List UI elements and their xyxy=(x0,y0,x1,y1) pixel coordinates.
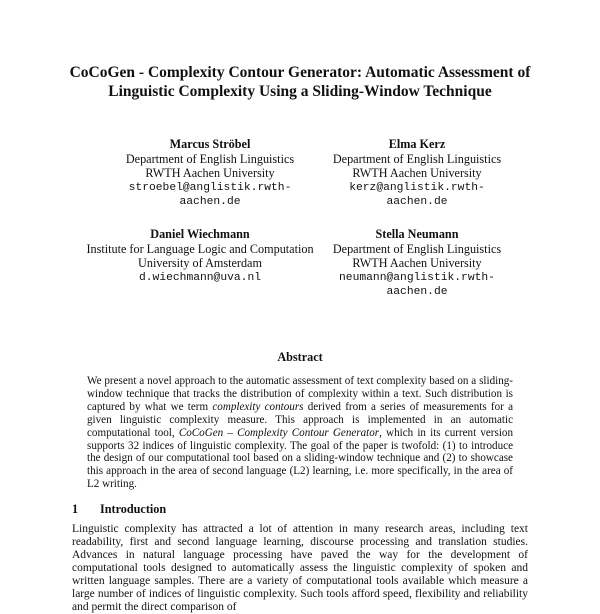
abstract-term-complexity-contours: complexity contours xyxy=(212,400,304,413)
author-email[interactable]: stroebel@anglistik.rwth- xyxy=(128,181,292,194)
title-line-2: Linguistic Complexity Using a Sliding-Window Technique xyxy=(108,83,492,100)
section-number: 1 xyxy=(72,502,79,516)
author-institution: RWTH Aachen University xyxy=(352,256,482,270)
section-title: Introduction xyxy=(100,502,167,516)
author-email[interactable]: kerz@anglistik.rwth- xyxy=(349,181,485,194)
introduction-body: Linguistic complexity has attracted a lot of attention in many research areas, including text readability, first and second language learning, discourse processing and translation studies. Advances in natural language processing have paved the way for the development of computational tools designed to automatically assess the linguistic complexity of spoken and written language samples. There are a variety of computational tools available which measure a large number of indices of linguistic complexity. Such tools afford speed, flexibility and reliability and permit the direct comparison of xyxy=(72,523,528,614)
author-affiliation: Department of English Linguistics xyxy=(332,241,502,256)
author-email[interactable]: neumann@anglistik.rwth- xyxy=(339,271,495,284)
abstract-text-3: , which in its current version supports 32 indices of linguistic complexity. The goal of the paper is twofold: (1) to introduce the design of our computational tool based on a sliding-window technique and (2) to showcase this approach in the area of second language (L2) learning, i.e. more specifically, in the area of L2 writing. xyxy=(87,426,513,491)
abstract-text-2: derived from a series of measurements for a given linguistic complexity measure. This approach is implemented in an automatic computational tool, xyxy=(87,400,513,439)
author-name: Marcus Ströbel xyxy=(169,137,251,151)
paper-title xyxy=(40,63,560,101)
author-institution: University of Amsterdam xyxy=(138,256,262,270)
author-name: Daniel Wiechmann xyxy=(150,227,250,241)
abstract-text-1: We present a novel approach to the automatic assessment of text complexity based on a sliding-window technique that tracks the distribution of complexity within a text. Such distribution is captured by what we term xyxy=(87,375,513,413)
author-email-continued[interactable]: aachen.de xyxy=(386,196,448,208)
abstract-heading: Abstract xyxy=(277,350,323,364)
author-email[interactable]: d.wiechmann@uva.nl xyxy=(138,271,262,284)
author-block-stroebel xyxy=(95,137,325,210)
abstract-body xyxy=(87,375,513,491)
author-name: Elma Kerz xyxy=(388,137,446,151)
author-name: Stella Neumann xyxy=(375,227,459,241)
author-email-continued[interactable]: aachen.de xyxy=(179,196,241,208)
author-affiliation: Institute for Language Logic and Computation xyxy=(86,241,314,256)
section-heading-introduction xyxy=(72,502,166,516)
author-email-continued[interactable]: aachen.de xyxy=(386,286,448,298)
author-affiliation: Department of English Linguistics xyxy=(125,151,295,166)
author-institution: RWTH Aachen University xyxy=(352,166,482,180)
author-affiliation: Department of English Linguistics xyxy=(332,151,502,166)
author-institution: RWTH Aachen University xyxy=(145,166,275,180)
abstract-tool-name: CoCoGen – Complexity Contour Generator xyxy=(178,426,380,439)
author-block-wiechmann xyxy=(75,227,325,285)
title-line-1: CoCoGen - Complexity Contour Generator: Automatic Assessment of xyxy=(69,64,531,81)
author-block-neumann xyxy=(322,227,512,300)
author-block-kerz xyxy=(322,137,512,210)
